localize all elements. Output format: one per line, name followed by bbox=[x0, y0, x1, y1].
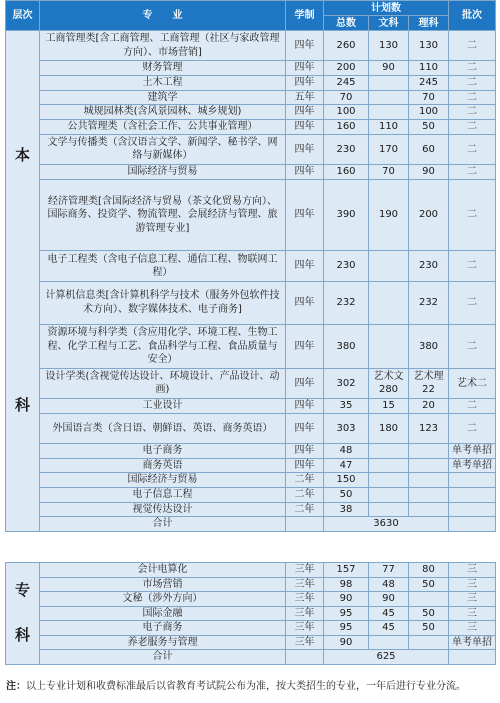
total-row bbox=[6, 650, 496, 665]
batch-cell: 二 bbox=[449, 90, 496, 105]
duration-cell: 三年 bbox=[286, 592, 324, 607]
total-cell: 50 bbox=[324, 487, 369, 502]
science-cell: 230 bbox=[409, 251, 449, 281]
total-label: 合计 bbox=[40, 650, 286, 665]
major-cell: 文秘（涉外方向） bbox=[40, 592, 286, 607]
level-cell bbox=[6, 31, 40, 532]
batch-cell: 三 bbox=[449, 621, 496, 636]
header-level: 层次 bbox=[6, 1, 40, 31]
section-gap bbox=[5, 549, 495, 562]
science-cell bbox=[409, 473, 449, 488]
batch-cell: 三 bbox=[449, 563, 496, 578]
footnote-label: 注： bbox=[6, 681, 26, 692]
total-cell: 157 bbox=[324, 563, 369, 578]
total-cell: 302 bbox=[324, 368, 369, 398]
major-cell: 城规园林类(含风景园林、城乡规划) bbox=[40, 105, 286, 120]
arts-cell: 130 bbox=[369, 31, 409, 61]
table-row bbox=[6, 606, 496, 621]
duration-cell: 四年 bbox=[286, 398, 324, 413]
total-cell: 35 bbox=[324, 398, 369, 413]
major-cell: 土木工程 bbox=[40, 75, 286, 90]
batch-cell: 单考单招 bbox=[449, 635, 496, 650]
arts-cell: 190 bbox=[369, 179, 409, 251]
arts-cell bbox=[369, 105, 409, 120]
header-arts: 文科 bbox=[369, 16, 409, 31]
arts-cell bbox=[369, 443, 409, 458]
zhuanke-rows bbox=[6, 563, 496, 665]
duration-cell: 四年 bbox=[286, 443, 324, 458]
duration-cell: 四年 bbox=[286, 413, 324, 443]
duration-cell: 四年 bbox=[286, 251, 324, 281]
table-row bbox=[6, 134, 496, 164]
science-cell: 80 bbox=[409, 563, 449, 578]
table-row bbox=[6, 487, 496, 502]
major-cell: 工商管理类[含工商管理、工商管理（社区与家政管理方向）、市场营销] bbox=[40, 31, 286, 61]
table-row bbox=[6, 458, 496, 473]
duration-cell: 三年 bbox=[286, 621, 324, 636]
batch-cell: 二 bbox=[449, 164, 496, 179]
level-char-2: 科 bbox=[14, 396, 30, 415]
duration-cell: 三年 bbox=[286, 563, 324, 578]
batch-cell: 三 bbox=[449, 606, 496, 621]
footnote bbox=[6, 680, 496, 694]
batch-cell: 二 bbox=[449, 134, 496, 164]
table-row bbox=[6, 105, 496, 120]
total-cell: 380 bbox=[324, 325, 369, 368]
duration-cell: 二年 bbox=[286, 473, 324, 488]
level-chars bbox=[6, 31, 39, 531]
arts-cell: 180 bbox=[369, 413, 409, 443]
arts-cell: 48 bbox=[369, 577, 409, 592]
batch-cell: 二 bbox=[449, 119, 496, 134]
total-cell: 303 bbox=[324, 413, 369, 443]
total-cell: 70 bbox=[324, 90, 369, 105]
duration-cell: 四年 bbox=[286, 134, 324, 164]
total-cell: 200 bbox=[324, 61, 369, 76]
science-cell: 20 bbox=[409, 398, 449, 413]
arts-cell: 45 bbox=[369, 621, 409, 636]
table-row bbox=[6, 443, 496, 458]
total-cell: 95 bbox=[324, 621, 369, 636]
header-total: 总数 bbox=[324, 16, 369, 31]
total-cell: 47 bbox=[324, 458, 369, 473]
major-cell: 建筑学 bbox=[40, 90, 286, 105]
arts-cell: 170 bbox=[369, 134, 409, 164]
major-cell: 会计电算化 bbox=[40, 563, 286, 578]
major-cell: 财务管理 bbox=[40, 61, 286, 76]
total-batch bbox=[449, 517, 496, 532]
total-cell: 90 bbox=[324, 635, 369, 650]
duration-cell: 四年 bbox=[286, 119, 324, 134]
duration-cell: 二年 bbox=[286, 487, 324, 502]
science-cell: 60 bbox=[409, 134, 449, 164]
duration-cell: 四年 bbox=[286, 61, 324, 76]
footnote-text: 以上专业计划和收费标准最后以省教育考试院公布为准，按大类招生的专业，一年后进行专业分流。 bbox=[26, 681, 466, 692]
major-cell: 经济管理类[含国际经济与贸易（茶文化贸易方向）、国际商务、投资学、物流管理、会展经济与管理、旅游管理专业] bbox=[40, 179, 286, 251]
total-cell: 390 bbox=[324, 179, 369, 251]
table-row bbox=[6, 621, 496, 636]
arts-cell: 70 bbox=[369, 164, 409, 179]
arts-cell bbox=[369, 75, 409, 90]
major-cell: 商务英语 bbox=[40, 458, 286, 473]
science-cell: 50 bbox=[409, 119, 449, 134]
total-batch bbox=[449, 650, 496, 665]
arts-cell bbox=[369, 502, 409, 517]
duration-cell: 三年 bbox=[286, 606, 324, 621]
major-cell: 资源环境与科学类（含应用化学、环境工程、生物工程、化学工程与工艺、食品科学与工程、食品质量与安全） bbox=[40, 325, 286, 368]
total-cell: 260 bbox=[324, 31, 369, 61]
table-row bbox=[6, 31, 496, 61]
science-cell bbox=[409, 458, 449, 473]
batch-cell bbox=[449, 502, 496, 517]
batch-cell: 二 bbox=[449, 179, 496, 251]
total-row bbox=[6, 517, 496, 532]
total-cell: 90 bbox=[324, 592, 369, 607]
duration-cell: 四年 bbox=[286, 164, 324, 179]
total-cell: 230 bbox=[324, 251, 369, 281]
header-major: 专 业 bbox=[40, 1, 286, 31]
arts-cell: 90 bbox=[369, 61, 409, 76]
science-cell: 110 bbox=[409, 61, 449, 76]
total-cell: 160 bbox=[324, 119, 369, 134]
duration-cell: 三年 bbox=[286, 635, 324, 650]
batch-cell: 二 bbox=[449, 281, 496, 324]
table-row bbox=[6, 502, 496, 517]
arts-cell: 110 bbox=[369, 119, 409, 134]
batch-cell: 单考单招 bbox=[449, 443, 496, 458]
level-char-2: 科 bbox=[14, 626, 30, 644]
batch-cell: 二 bbox=[449, 398, 496, 413]
table-row bbox=[6, 635, 496, 650]
table-row bbox=[6, 75, 496, 90]
duration-cell: 五年 bbox=[286, 90, 324, 105]
arts-cell: 77 bbox=[369, 563, 409, 578]
arts-cell bbox=[369, 473, 409, 488]
table-row bbox=[6, 563, 496, 578]
science-cell: 130 bbox=[409, 31, 449, 61]
science-cell: 90 bbox=[409, 164, 449, 179]
total-cell: 100 bbox=[324, 105, 369, 120]
duration-cell: 四年 bbox=[286, 75, 324, 90]
major-cell: 公共管理类（含社会工作、公共事业管理） bbox=[40, 119, 286, 134]
major-cell: 养老服务与管理 bbox=[40, 635, 286, 650]
batch-cell: 二 bbox=[449, 75, 496, 90]
science-cell: 50 bbox=[409, 606, 449, 621]
science-cell: 100 bbox=[409, 105, 449, 120]
batch-cell: 三 bbox=[449, 592, 496, 607]
total-value: 3630 bbox=[324, 517, 449, 532]
science-cell bbox=[409, 443, 449, 458]
duration-cell: 四年 bbox=[286, 458, 324, 473]
batch-cell bbox=[449, 473, 496, 488]
table-row bbox=[6, 325, 496, 368]
major-cell: 设计学类(含视觉传达设计、环境设计、产品设计、动画) bbox=[40, 368, 286, 398]
major-cell: 电子工程类（含电子信息工程、通信工程、物联网工程） bbox=[40, 251, 286, 281]
science-cell: 200 bbox=[409, 179, 449, 251]
header-plan: 计划数 bbox=[324, 1, 449, 16]
arts-cell: 15 bbox=[369, 398, 409, 413]
duration-cell: 四年 bbox=[286, 368, 324, 398]
science-cell: 50 bbox=[409, 621, 449, 636]
table-row bbox=[6, 179, 496, 251]
arts-cell bbox=[369, 251, 409, 281]
table-row bbox=[6, 577, 496, 592]
total-cell: 230 bbox=[324, 134, 369, 164]
batch-cell: 二 bbox=[449, 31, 496, 61]
duration-cell: 四年 bbox=[286, 105, 324, 120]
arts-cell bbox=[369, 487, 409, 502]
duration-cell: 二年 bbox=[286, 502, 324, 517]
science-cell: 232 bbox=[409, 281, 449, 324]
science-cell: 123 bbox=[409, 413, 449, 443]
arts-cell bbox=[369, 635, 409, 650]
arts-cell bbox=[369, 281, 409, 324]
benke-rows bbox=[6, 31, 496, 532]
batch-cell: 二 bbox=[449, 61, 496, 76]
major-cell: 国际金融 bbox=[40, 606, 286, 621]
batch-cell bbox=[449, 487, 496, 502]
total-duration bbox=[286, 517, 324, 532]
benke-plan-table bbox=[5, 0, 496, 532]
science-cell: 70 bbox=[409, 90, 449, 105]
duration-cell: 四年 bbox=[286, 31, 324, 61]
arts-cell bbox=[369, 325, 409, 368]
table-row bbox=[6, 281, 496, 324]
arts-cell bbox=[369, 458, 409, 473]
batch-cell: 二 bbox=[449, 325, 496, 368]
duration-cell: 四年 bbox=[286, 281, 324, 324]
table-row bbox=[6, 398, 496, 413]
level-char-1: 本 bbox=[14, 146, 30, 165]
major-cell: 市场营销 bbox=[40, 577, 286, 592]
batch-cell: 艺术二 bbox=[449, 368, 496, 398]
total-value: 625 bbox=[324, 650, 449, 665]
major-cell: 国际经济与贸易 bbox=[40, 164, 286, 179]
arts-cell: 艺术文280 bbox=[369, 368, 409, 398]
level-cell bbox=[6, 563, 40, 665]
science-cell bbox=[409, 487, 449, 502]
total-cell: 48 bbox=[324, 443, 369, 458]
table-row bbox=[6, 61, 496, 76]
science-cell: 245 bbox=[409, 75, 449, 90]
table-row bbox=[6, 90, 496, 105]
batch-cell: 单考单招 bbox=[449, 458, 496, 473]
major-cell: 国际经济与贸易 bbox=[40, 473, 286, 488]
batch-cell: 二 bbox=[449, 105, 496, 120]
major-cell: 外国语言类（含日语、朝鲜语、英语、商务英语） bbox=[40, 413, 286, 443]
header-batch: 批次 bbox=[449, 1, 496, 31]
batch-cell: 二 bbox=[449, 413, 496, 443]
batch-cell: 三 bbox=[449, 577, 496, 592]
major-cell: 工业设计 bbox=[40, 398, 286, 413]
total-cell: 160 bbox=[324, 164, 369, 179]
level-chars bbox=[6, 568, 39, 658]
science-cell: 艺术理22 bbox=[409, 368, 449, 398]
major-cell: 计算机信息类[含计算机科学与技术（服务外包软件技术方向）、数字媒体技术、电子商务] bbox=[40, 281, 286, 324]
header-science: 理科 bbox=[409, 16, 449, 31]
science-cell: 50 bbox=[409, 577, 449, 592]
arts-cell: 45 bbox=[369, 606, 409, 621]
duration-cell: 三年 bbox=[286, 577, 324, 592]
major-cell: 视觉传达设计 bbox=[40, 502, 286, 517]
science-cell bbox=[409, 502, 449, 517]
total-cell: 150 bbox=[324, 473, 369, 488]
duration-cell: 四年 bbox=[286, 325, 324, 368]
total-label: 合计 bbox=[40, 517, 286, 532]
arts-cell: 90 bbox=[369, 592, 409, 607]
arts-cell bbox=[369, 90, 409, 105]
table-row bbox=[6, 164, 496, 179]
total-cell: 95 bbox=[324, 606, 369, 621]
total-duration bbox=[286, 650, 324, 665]
science-cell bbox=[409, 592, 449, 607]
zhuanke-plan-table bbox=[5, 562, 496, 665]
total-cell: 245 bbox=[324, 75, 369, 90]
table-row bbox=[6, 592, 496, 607]
table-row bbox=[6, 473, 496, 488]
major-cell: 文学与传播类（含汉语言文学、新闻学、秘书学、网络与新媒体） bbox=[40, 134, 286, 164]
table-row bbox=[6, 251, 496, 281]
major-cell: 电子商务 bbox=[40, 621, 286, 636]
table-row bbox=[6, 368, 496, 398]
duration-cell: 四年 bbox=[286, 179, 324, 251]
science-cell: 380 bbox=[409, 325, 449, 368]
total-cell: 232 bbox=[324, 281, 369, 324]
level-char-1: 专 bbox=[14, 581, 30, 599]
header-duration: 学制 bbox=[286, 1, 324, 31]
major-cell: 电子商务 bbox=[40, 443, 286, 458]
batch-cell: 二 bbox=[449, 251, 496, 281]
major-cell: 电子信息工程 bbox=[40, 487, 286, 502]
total-cell: 98 bbox=[324, 577, 369, 592]
science-cell bbox=[409, 635, 449, 650]
table-row bbox=[6, 413, 496, 443]
table-row bbox=[6, 119, 496, 134]
total-cell: 38 bbox=[324, 502, 369, 517]
